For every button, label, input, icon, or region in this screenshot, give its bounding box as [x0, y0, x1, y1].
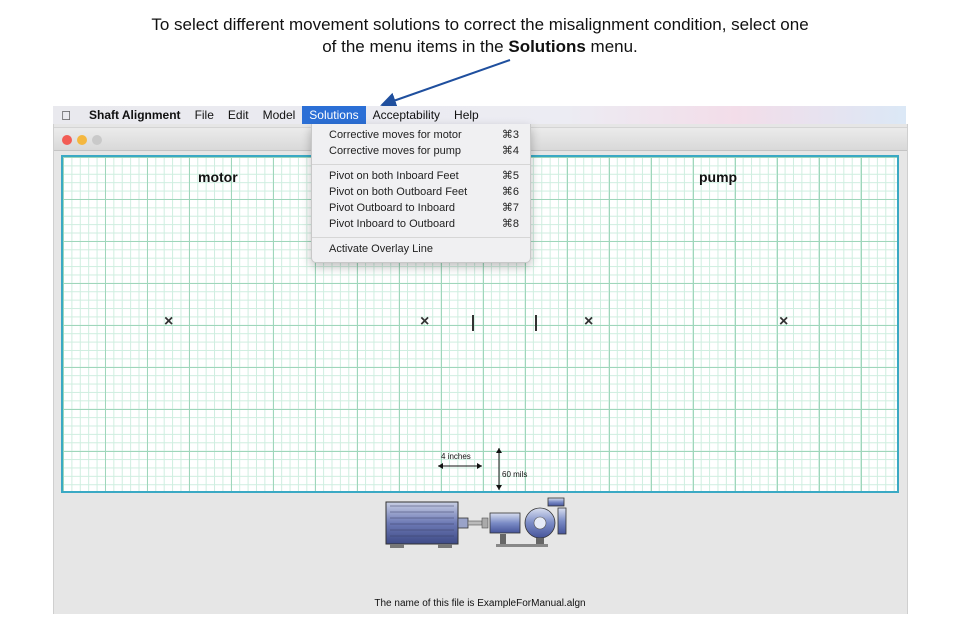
menu-model[interactable]: Model	[262, 108, 296, 122]
menu-item-shortcut: ⌘7	[501, 202, 519, 214]
motor-outboard-foot-marker: ×	[164, 313, 174, 330]
instruction-line-1: To select different movement solutions to correct the misalignment condition, select one	[151, 15, 809, 34]
menu-item-shortcut: ⌘3	[501, 129, 519, 141]
instruction-solutions-bold: Solutions	[508, 37, 586, 56]
menu-item-pivot-inboard-to-outboard[interactable]	[329, 216, 519, 232]
menu-item-label: Pivot Outboard to Inboard	[329, 202, 455, 214]
menu-item-label: Pivot on both Outboard Feet	[329, 186, 468, 198]
pump-label: pump	[699, 169, 738, 185]
menu-item-label: Corrective moves for motor	[329, 129, 462, 141]
instruction-caption	[40, 14, 920, 58]
pump-inboard-foot-marker: ×	[584, 313, 594, 330]
minimize-window-icon[interactable]	[77, 135, 87, 145]
menu-acceptability[interactable]: Acceptability	[372, 108, 441, 122]
menu-help[interactable]: Help	[454, 108, 479, 122]
coupling-right-indicator	[535, 315, 537, 331]
instruction-line-2-suffix: menu.	[585, 37, 638, 56]
menu-item-shortcut: ⌘8	[501, 218, 519, 230]
menu-item-label: Pivot Inboard to Outboard	[329, 218, 455, 230]
menu-app-name[interactable]: Shaft Alignment	[89, 108, 181, 122]
pump-outboard-foot-marker: ×	[779, 313, 789, 330]
menu-item-shortcut: ⌘6	[501, 186, 519, 198]
apple-logo-icon[interactable]	[53, 108, 79, 123]
menu-item-label: Corrective moves for pump	[329, 145, 462, 157]
menu-bar	[53, 106, 906, 124]
menu-edit[interactable]: Edit	[227, 108, 249, 122]
menu-item-shortcut: ⌘4	[501, 145, 519, 157]
menu-item-pivot-outboard-to-inboard[interactable]	[329, 200, 519, 216]
file-name-status: The name of this file is ExampleForManual.algn	[374, 598, 586, 609]
motor-inboard-foot-marker: ×	[420, 313, 430, 330]
close-window-icon[interactable]	[62, 135, 72, 145]
motor-label: motor	[198, 169, 238, 185]
zoom-window-icon[interactable]	[92, 135, 102, 145]
horizontal-scale-label: 4 inches	[441, 452, 471, 461]
menu-item-corrective-pump[interactable]	[329, 143, 519, 159]
instruction-line-2	[40, 36, 920, 58]
vertical-scale-label: 60 mils	[502, 470, 528, 479]
menu-separator	[312, 164, 530, 165]
menu-item-label: Activate Overlay Line	[329, 243, 433, 255]
solutions-dropdown-menu	[311, 124, 531, 263]
menu-item-corrective-motor[interactable]	[329, 127, 519, 143]
motor-pump-illustration-icon	[380, 494, 580, 554]
menu-item-activate-overlay-line[interactable]	[329, 241, 519, 257]
horizontal-scale-arrow-icon	[436, 460, 484, 472]
menu-item-pivot-outboard-feet[interactable]	[329, 184, 519, 200]
menu-separator	[312, 237, 530, 238]
menu-item-label: Pivot on both Inboard Feet	[329, 170, 459, 182]
coupling-left-indicator	[472, 315, 474, 331]
vertical-scale-arrow-icon	[493, 446, 505, 492]
instruction-line-2-prefix: of the menu items in the	[322, 37, 509, 56]
menu-file[interactable]: File	[194, 108, 214, 122]
menu-item-pivot-inboard-feet[interactable]	[329, 168, 519, 184]
menu-solutions[interactable]: Solutions	[302, 106, 365, 124]
menu-item-shortcut: ⌘5	[501, 170, 519, 182]
